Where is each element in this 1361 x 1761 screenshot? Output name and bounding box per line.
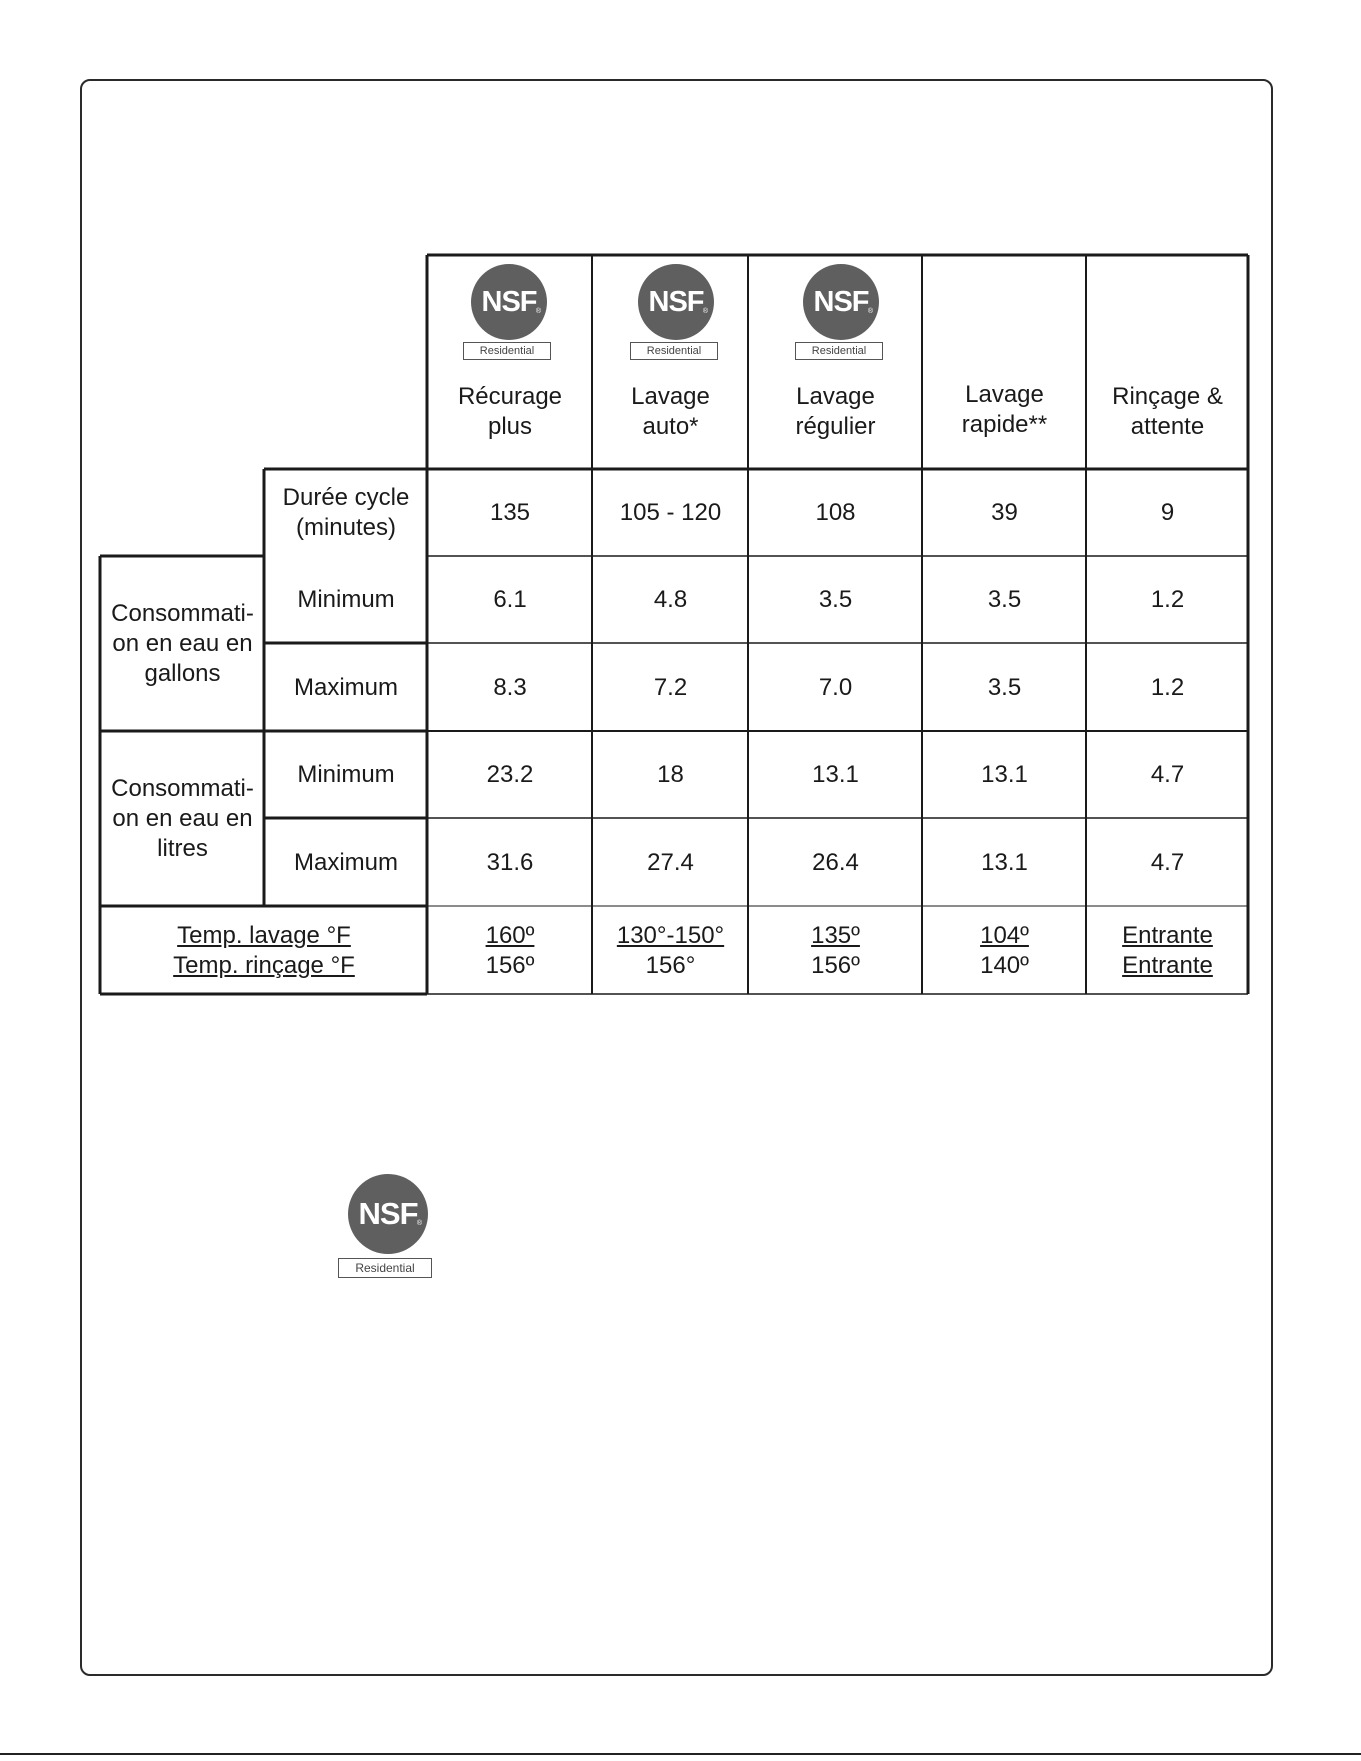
cell-duration-1: 135 [489, 499, 531, 526]
cell-gallons-min-2: 4.8 [653, 586, 688, 613]
group-line1: Consommati- [111, 600, 254, 627]
nsf-caption: Residential [795, 342, 883, 360]
nsf-registered-mark: ® [867, 308, 873, 315]
cell-duration-3: 108 [815, 499, 856, 526]
header-line2: attente [1130, 413, 1205, 440]
header-line2: auto* [642, 413, 699, 440]
group-label-gallons [101, 557, 264, 731]
cell-duration-4: 39 [991, 499, 1018, 526]
header-line2: plus [487, 413, 533, 440]
cell-gallons-min-3: 3.5 [818, 586, 853, 613]
temp-rinse-value: Entrante [1122, 951, 1213, 979]
nsf-mark: NSF [803, 264, 879, 340]
nsf-logo-col2 [630, 264, 722, 358]
nsf-registered-mark: ® [702, 308, 708, 315]
header-line1: Lavage [965, 381, 1044, 408]
group-line3: litres [157, 835, 208, 862]
cell-litres-max-5: 4.7 [1150, 848, 1185, 876]
column-header-lavage-auto [593, 382, 748, 442]
cell-gallons-min-5: 1.2 [1150, 586, 1185, 613]
temp-rinse-value: 140º [980, 951, 1029, 979]
cell-litres-max-3: 26.4 [812, 848, 859, 876]
nsf-mark: NSF [471, 264, 547, 340]
cell-gallons-max-2: 7.2 [653, 673, 688, 701]
header-line1: Lavage [631, 383, 710, 410]
cell-temp-4 [923, 907, 1086, 994]
column-header-rincage-attente [1087, 382, 1248, 442]
row-label-litres-max: Maximum [293, 848, 398, 876]
cell-temp-1 [428, 907, 592, 994]
cell-litres-min-3: 13.1 [812, 761, 859, 788]
label-line1: Durée cycle [282, 484, 410, 511]
nsf-caption: Residential [463, 342, 551, 360]
temp-wash-value: 160º [485, 921, 535, 949]
nsf-registered-mark: ® [416, 1220, 422, 1227]
nsf-mark: NSF [348, 1174, 428, 1254]
nsf-legend-logo [338, 1174, 434, 1275]
header-line2: rapide** [961, 411, 1048, 438]
cell-litres-min-2: 18 [657, 761, 684, 788]
row-label-gallons-min: Minimum [297, 586, 395, 613]
row-label-litres-min: Minimum [297, 761, 395, 788]
cell-litres-min-4: 13.1 [981, 761, 1028, 788]
group-label-litres [101, 732, 264, 906]
header-line1: Récurage [457, 383, 563, 410]
temp-rinse-value: 156° [645, 951, 696, 979]
cell-duration-2: 105 - 120 [619, 499, 722, 526]
cell-litres-min-5: 4.7 [1150, 761, 1185, 788]
row-label-temperatures [101, 907, 427, 994]
cell-temp-5 [1087, 907, 1248, 994]
cell-temp-3 [749, 907, 922, 994]
nsf-caption: Residential [338, 1258, 432, 1278]
nsf-logo-col1 [463, 264, 555, 358]
group-line1: Consommati- [111, 775, 254, 802]
temp-rinse-label: Temp. rinçage °F [173, 951, 355, 979]
nsf-caption: Residential [630, 342, 718, 360]
cell-gallons-min-4: 3.5 [987, 586, 1022, 613]
cell-gallons-max-4: 3.5 [987, 673, 1022, 701]
cell-gallons-max-3: 7.0 [818, 673, 853, 701]
cell-temp-2 [593, 907, 748, 994]
row-label-gallons-max: Maximum [293, 673, 398, 701]
header-line2: régulier [795, 413, 876, 440]
cell-gallons-min-1: 6.1 [493, 586, 527, 613]
temp-wash-value: 130°-150° [616, 921, 725, 949]
cell-litres-min-1: 23.2 [486, 761, 534, 788]
nsf-registered-mark: ® [535, 308, 541, 315]
column-header-lavage-rapide [923, 380, 1086, 440]
cell-litres-max-4: 13.1 [981, 848, 1028, 876]
temp-wash-label: Temp. lavage °F [177, 921, 351, 949]
cell-duration-5: 9 [1160, 499, 1175, 526]
cell-litres-max-2: 27.4 [647, 848, 694, 876]
temp-wash-value: 135º [811, 921, 860, 949]
group-line2: on en eau en [112, 630, 253, 657]
temp-wash-value: Entrante [1122, 921, 1213, 949]
column-header-lavage-regulier [749, 382, 922, 442]
nsf-logo-col3 [795, 264, 887, 358]
temp-wash-value: 104º [980, 921, 1029, 949]
header-line1: Rinçage & [1112, 383, 1223, 410]
column-header-recurage-plus [428, 382, 592, 442]
header-line1: Lavage [796, 383, 875, 410]
row-label-duration [265, 470, 427, 556]
cell-gallons-max-1: 8.3 [493, 673, 527, 701]
cell-litres-max-1: 31.6 [486, 848, 534, 876]
nsf-mark: NSF [638, 264, 714, 340]
temp-rinse-value: 156º [811, 951, 860, 979]
group-line3: gallons [144, 660, 221, 687]
label-line2: (minutes) [295, 514, 397, 541]
cell-gallons-max-5: 1.2 [1150, 673, 1185, 701]
temp-rinse-value: 156º [485, 951, 535, 979]
group-line2: on en eau en [112, 805, 253, 832]
